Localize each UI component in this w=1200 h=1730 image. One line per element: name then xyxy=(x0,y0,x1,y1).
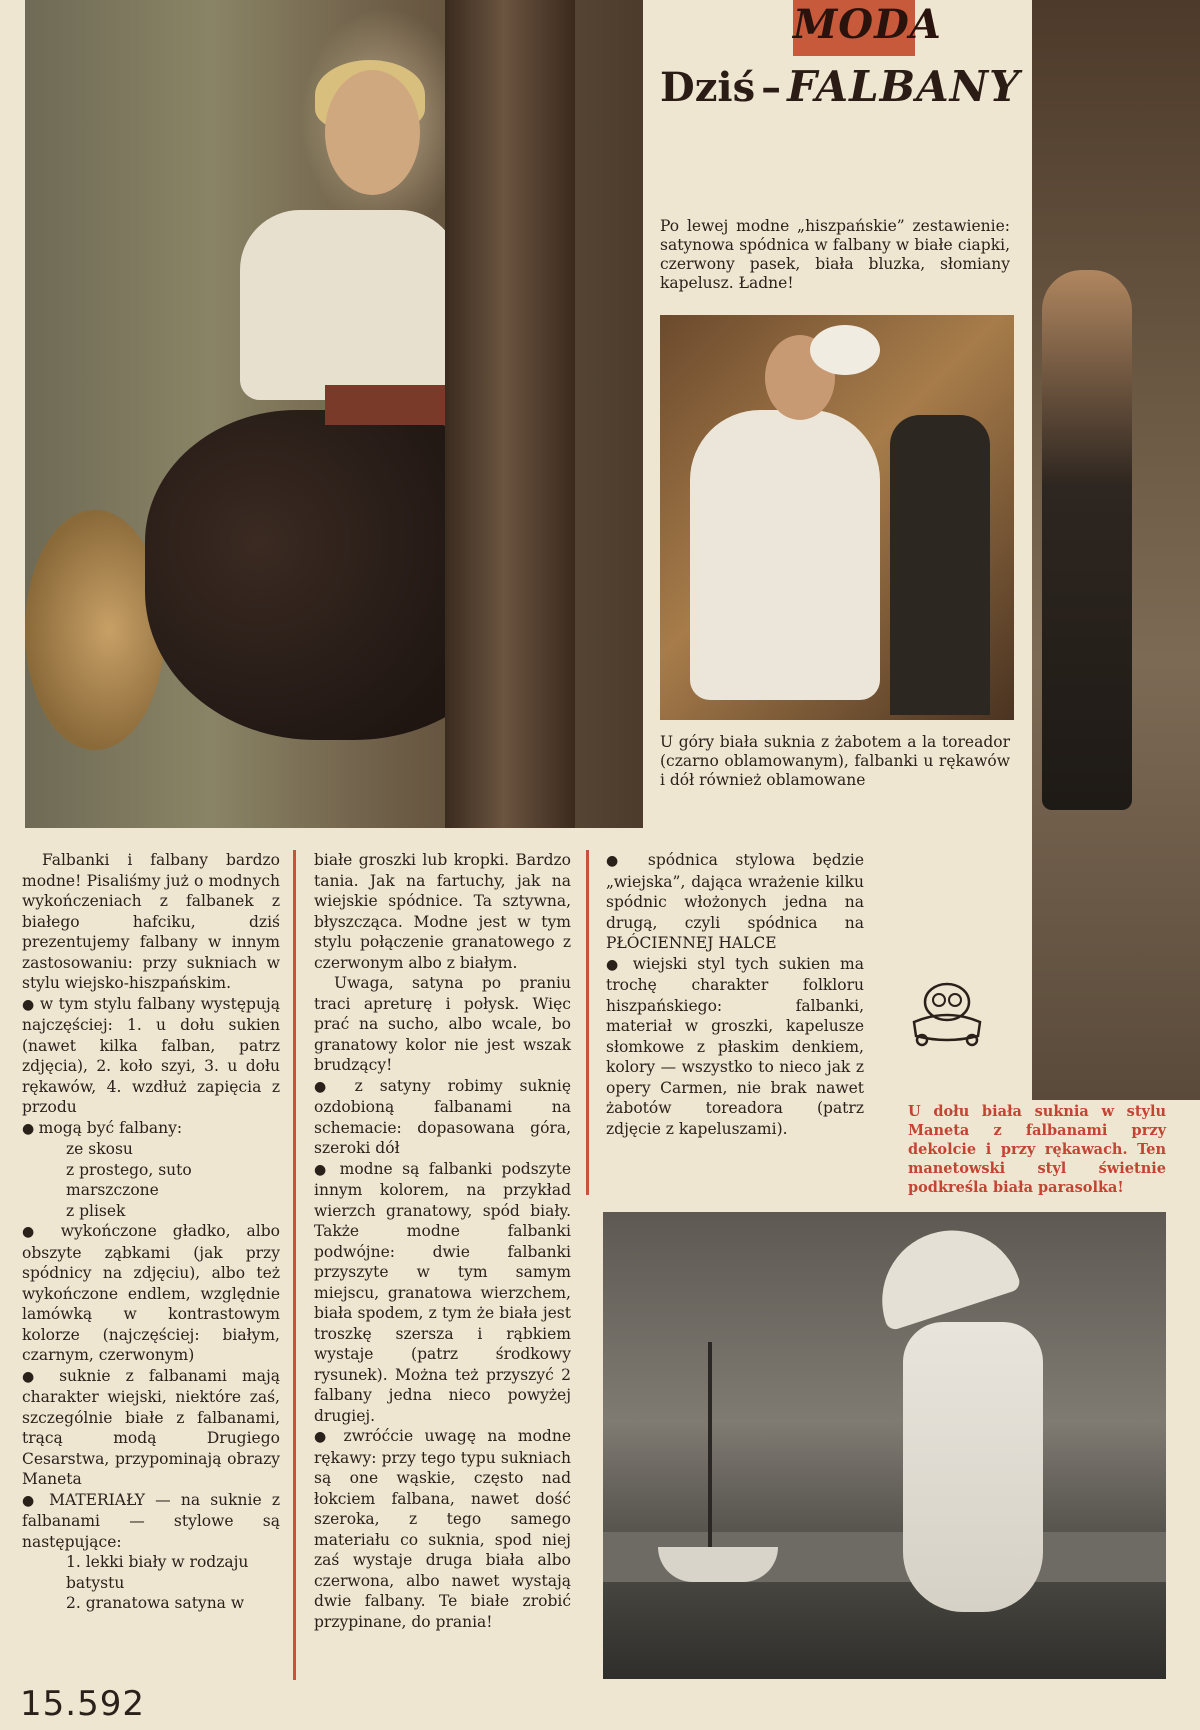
page-title xyxy=(660,62,1030,111)
intro-paragraph: Falbanki i falbany bardzo modne! Pisaliśmy już o modnych wykończeniach z falbanek z białego hafciku, dziś prezentujemy falbany w innym zastosowaniu: przy sukniach w stylu wiejsko-hiszpańskim. xyxy=(22,851,280,992)
white-blouse xyxy=(240,210,460,400)
bullet-item: ● modne są falbanki podszyte innym kolorem, na przykład wierzch granatowy, spód biały. Także modne falbanki podwójne: dwie falbanki przyszyte w tym samym miejscu, granatowa wierzchem, biała spodem, z tym że biała jest troszkę szersza i rąbkiem wystaje (patrz środkowy rysunek). Można też przyszyć 2 falbany jedna nieco powyżej drugiej. xyxy=(314,1159,571,1427)
paragraph: Uwaga, satyna po praniu traci apreturę i połysk. Więc prać na sucho, albo wcale, bo granatowy kolor nie jest wszak brudzący! xyxy=(314,974,571,1074)
middle-photo-white-dress xyxy=(660,315,1014,720)
tree-trunk xyxy=(445,0,575,828)
bullet-item: ● spódnica stylowa będzie „wiejska”, dająca wrażenie kilku spódnic włożonych jedna na drugą, czyli spódnica na PŁÓCIENNEJ HALCE xyxy=(606,850,864,954)
bullet-item: ● mogą być falbany: xyxy=(22,1118,280,1140)
walking-figure xyxy=(1042,270,1132,810)
title-dash: – xyxy=(761,64,782,111)
column-divider xyxy=(293,850,296,1680)
man-figure xyxy=(890,415,990,715)
text-column-2 xyxy=(314,850,571,1632)
face xyxy=(325,70,420,195)
main-photo-woman-at-tree xyxy=(25,0,643,828)
title-part1: Dziś xyxy=(660,64,756,111)
parasol xyxy=(864,1212,1022,1331)
white-dress xyxy=(690,410,880,700)
sub-item: z prostego, suto marszczone xyxy=(66,1160,192,1199)
boat-mast xyxy=(708,1342,712,1572)
caption-top: Po lewej modne „hiszpańskie” zestawienie: satynowa spódnica w falbany w białe ciapki, czerwony pasek, biała bluzka, słomiany kapelusz. Ładne! xyxy=(660,217,1010,292)
material-item: 2. granatowa satyna w xyxy=(66,1594,245,1612)
bottom-photo-parasol xyxy=(603,1212,1166,1679)
material-item: 1. lekki biały w rodzaju batystu xyxy=(66,1553,249,1592)
bullet-item: ● wiejski styl tych sukien ma trochę charakter folkloru hiszpańskiego: falbanki, materiał w groszki, kapelusze słomkowe z płaskim denkiem, kolory — wszystko to nieco jak z opery Carmen, nie brak nawet żabotów toreadora (patrz zdjęcie z kapeluszami). xyxy=(606,954,864,1140)
sub-item: z plisek xyxy=(66,1201,126,1220)
caption-bottom: U dołu biała suknia w stylu Maneta z falbanami przy dekolcie i przy rękawach. Ten manetowski styl świetnie podkreśla biała parasolka! xyxy=(908,1103,1166,1196)
bullet-item: ● z satyny robimy suknię ozdobioną falbanami na schemacie: dopasowana góra, szeroki dół xyxy=(314,1076,571,1159)
woman-white-dress xyxy=(903,1322,1043,1612)
sub-item: ze skosu xyxy=(66,1140,133,1158)
text-column-1 xyxy=(22,850,280,1614)
sailboat xyxy=(658,1547,778,1582)
straw-hat xyxy=(25,510,165,750)
bullet-item: ● MATERIAŁY — na suknie z falbanami — stylowe są następujące: xyxy=(22,1490,280,1553)
page-number: 15.592 xyxy=(20,1684,145,1724)
bullet-item: ● zwróćcie uwagę na modne rękawy: przy tego typu sukniach są one wąskie, często nad łokciem falbana, nawet dość szeroka, z tego samego materiału co suknia, spod niej zaś wystaje druga biała albo czerwona, albo nawet wystają dwie falbany. Te białe zrobić przypinane, do prania! xyxy=(314,1426,571,1632)
straw-boater xyxy=(810,325,880,375)
caption-middle: U góry biała suknia z żabotem a la toreador (czarno oblamowanym), falbanki u rękawów i dół również oblamowane xyxy=(660,733,1010,789)
column-divider xyxy=(586,850,589,1195)
paragraph: białe groszki lub kropki. Bardzo tania. Jak na fartuchy, jak na wiejskie spódnice. Ta sztywna, błyszcząca. Modne jest w tym stylu połączenie granatowego z czerwonym albo z białym. xyxy=(314,851,571,972)
pictogram-icon xyxy=(908,978,986,1048)
bullet-item: ● w tym stylu falbany występują najczęściej: 1. u dołu sukien (nawet kilka falban, patrz zdjęcia), 2. koło szyi, 3. u dołu rękawów, 4. wzdłuż zapięcia z przodu xyxy=(22,994,280,1118)
right-edge-photo xyxy=(1032,0,1200,1100)
bullet-item: ● wykończone gładko, albo obszyte ząbkami (jak przy spódnicy na zdjęciu), albo też wykończone endlem, względnie lamówką w kontrastowym kolorze (najczęściej: białym, czarnym, czerwonym) xyxy=(22,1221,280,1366)
bullet-item: ● suknie z falbanami mają charakter wiejski, niektóre zaś, szczególnie białe z falbanami, trącą modą Drugiego Cesarstwa, przypominają obrazy Maneta xyxy=(22,1366,280,1490)
text-column-3 xyxy=(606,850,864,1139)
title-part2: FALBANY xyxy=(787,62,1021,111)
section-badge: MODA xyxy=(793,0,915,56)
